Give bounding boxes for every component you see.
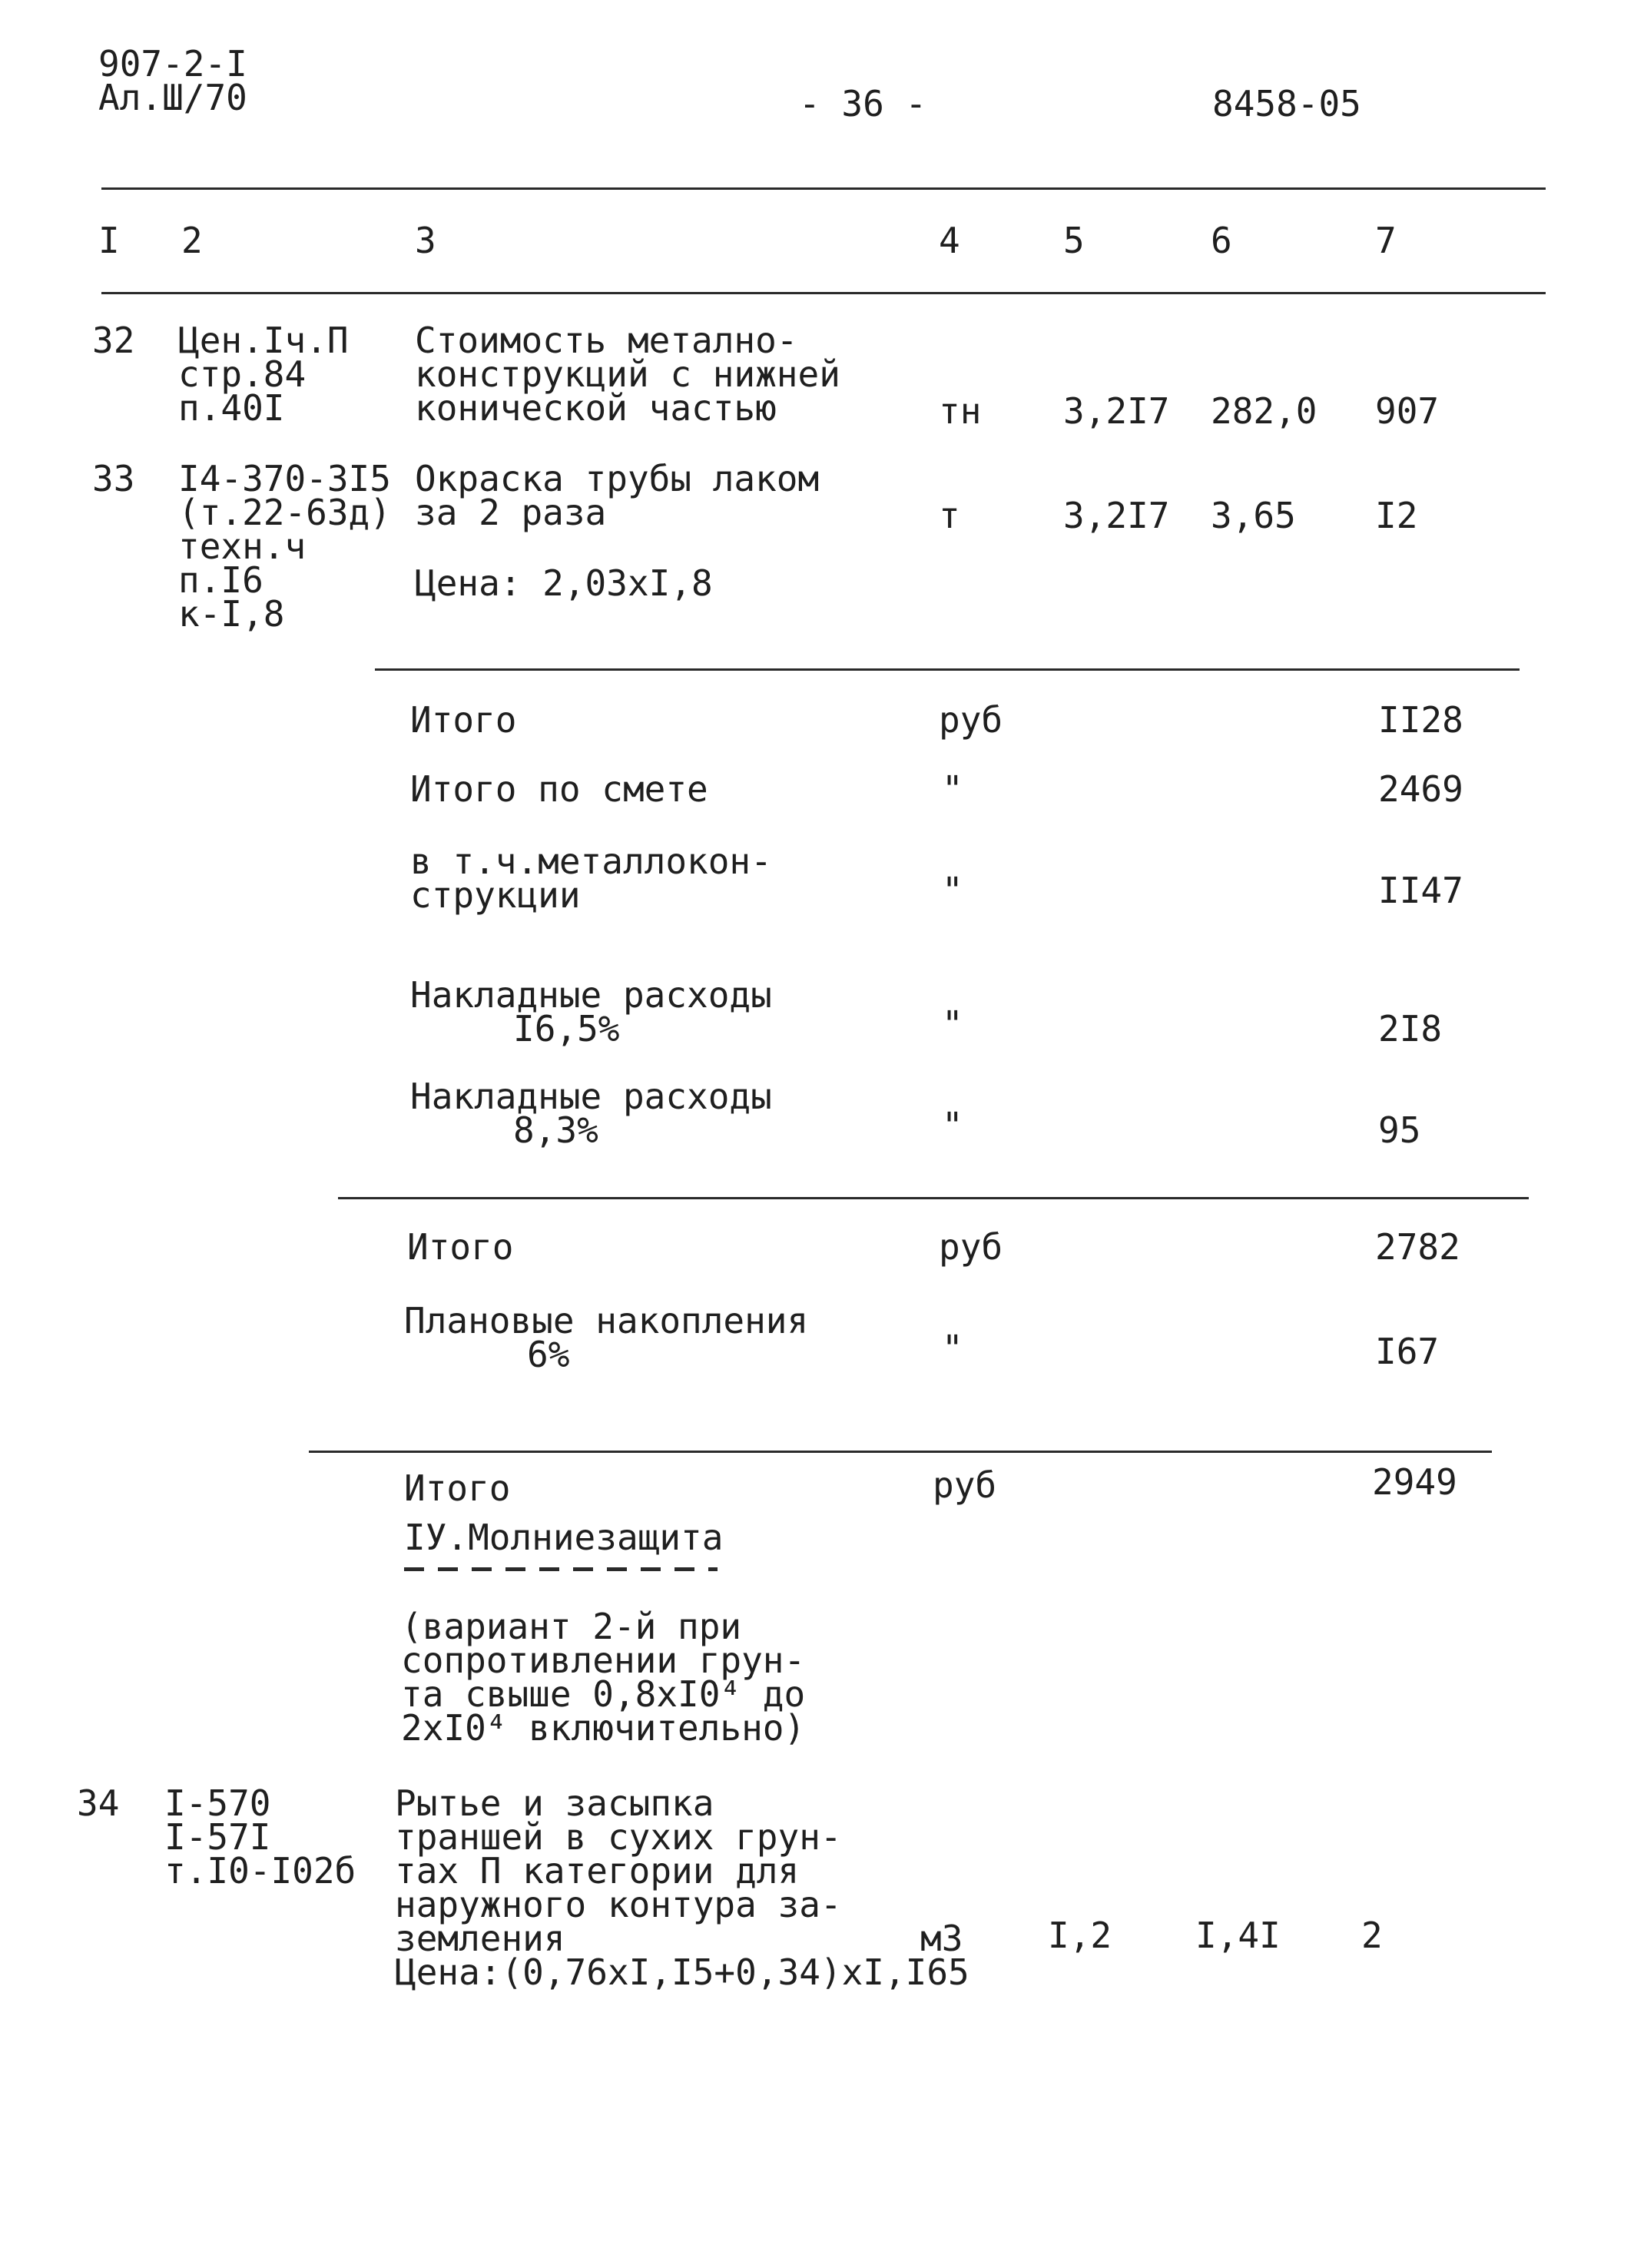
row-description: Стоимость метално- [415, 320, 798, 361]
row-quantity: I,2 [1048, 1915, 1112, 1956]
row-description: конструкций с нижней [415, 353, 840, 395]
row-number: 32 [92, 320, 135, 361]
summary-label: Накладные расходы [410, 974, 772, 1016]
row-ref: т.I0-I02б [164, 1850, 356, 1892]
section-rule [309, 1451, 1492, 1453]
summary-label: в т.ч.металлокон- [410, 841, 772, 882]
section-variant: та свыше 0,8хI0⁴ до [401, 1673, 806, 1715]
summary-unit: " [942, 1003, 963, 1045]
row-description: за 2 раза [415, 492, 607, 533]
summary-total: 2I8 [1378, 1008, 1443, 1049]
row-unit: тн [939, 390, 982, 432]
doc-code-line1: 907-2-I [98, 43, 247, 85]
row-ref: п.40I [178, 387, 285, 429]
top-rule [101, 187, 1546, 190]
summary-label: Накладные расходы [410, 1076, 772, 1117]
row-unit: т [939, 495, 960, 536]
summary-total: II47 [1378, 870, 1463, 911]
summary-label: Итого [410, 699, 517, 741]
summary-unit: руб [939, 1226, 1003, 1268]
row-quantity: 3,2I7 [1063, 390, 1170, 432]
column-header: 2 [181, 220, 203, 261]
row-description: Рытье и засыпка [395, 1782, 714, 1824]
row-total: 907 [1375, 390, 1440, 432]
row-description: наружного контура за- [395, 1884, 842, 1925]
row-description: земления [395, 1918, 565, 1959]
column-header: 7 [1375, 220, 1397, 261]
column-header: 5 [1063, 220, 1085, 261]
summary-total: 2782 [1375, 1226, 1460, 1268]
summary-unit: " [942, 1328, 963, 1369]
summary-label: Итого [407, 1226, 514, 1268]
summary-total: II28 [1378, 699, 1463, 741]
row-unit: м3 [920, 1918, 963, 1959]
row-number: 33 [92, 458, 135, 499]
doc-code-line2: Ал.Ш/70 [98, 77, 247, 118]
section-variant: сопротивлении грун- [401, 1640, 806, 1681]
row-description: Окраска трубы лаком [415, 458, 820, 499]
row-ref: (т.22-63д) [178, 492, 391, 533]
summary-label: Итого по смете [410, 768, 708, 810]
summary-label: струкции [410, 874, 581, 916]
doc-number: 8458-05 [1212, 83, 1361, 124]
row-ref: I4-370-3I5 [178, 458, 391, 499]
row-price: 3,65 [1211, 495, 1296, 536]
summary-label: 6% [527, 1334, 570, 1375]
row-total: I2 [1375, 495, 1418, 536]
row-number: 34 [77, 1782, 120, 1824]
section-variant: 2хI0⁴ включительно) [401, 1707, 806, 1749]
row-ref: к-I,8 [178, 593, 285, 635]
summary-unit: " [942, 768, 963, 810]
header-rule [101, 292, 1546, 294]
row-ref: I-57I [164, 1816, 271, 1858]
row-price: I,4I [1195, 1915, 1281, 1956]
summary-unit: руб [933, 1464, 997, 1506]
row-quantity: 3,2I7 [1063, 495, 1170, 536]
row-description: конической частью [415, 387, 777, 429]
summary-total: 2469 [1378, 768, 1463, 810]
section-rule [338, 1197, 1529, 1199]
summary-total: I67 [1375, 1331, 1440, 1372]
summary-label: 8,3% [513, 1109, 598, 1151]
section-variant: (вариант 2-й при [401, 1606, 742, 1647]
summary-unit: " [942, 1105, 963, 1146]
row-ref: стр.84 [178, 353, 307, 395]
row-total: 2 [1361, 1915, 1383, 1956]
row-price-note: Цена:(0,76хI,I5+0,34)хI,I65 [395, 1951, 969, 1993]
section-title-underline [404, 1567, 718, 1571]
row-description: тах П категории для [395, 1850, 800, 1892]
section-rule [375, 668, 1520, 671]
row-ref: техн.ч [178, 526, 307, 567]
summary-total: 2949 [1372, 1461, 1457, 1503]
summary-label: Итого [404, 1467, 511, 1509]
row-description: траншей в сухих грун- [395, 1816, 842, 1858]
row-ref: I-570 [164, 1782, 271, 1824]
summary-unit: руб [939, 699, 1003, 741]
column-header: 3 [415, 220, 436, 261]
section-title: IУ.Молниезащита [404, 1517, 724, 1558]
summary-label: Плановые накопления [404, 1300, 809, 1341]
row-price-note: Цена: 2,03хI,8 [415, 562, 713, 604]
column-header: 6 [1211, 220, 1232, 261]
summary-total: 95 [1378, 1109, 1421, 1151]
summary-label: I6,5% [513, 1008, 620, 1049]
row-ref: Цен.Iч.П [178, 320, 349, 361]
column-header: 4 [939, 220, 960, 261]
summary-unit: " [942, 870, 963, 911]
page-number: - 36 - [799, 83, 927, 124]
row-ref: п.I6 [178, 559, 263, 601]
column-header: I [98, 220, 120, 261]
row-price: 282,0 [1211, 390, 1317, 432]
